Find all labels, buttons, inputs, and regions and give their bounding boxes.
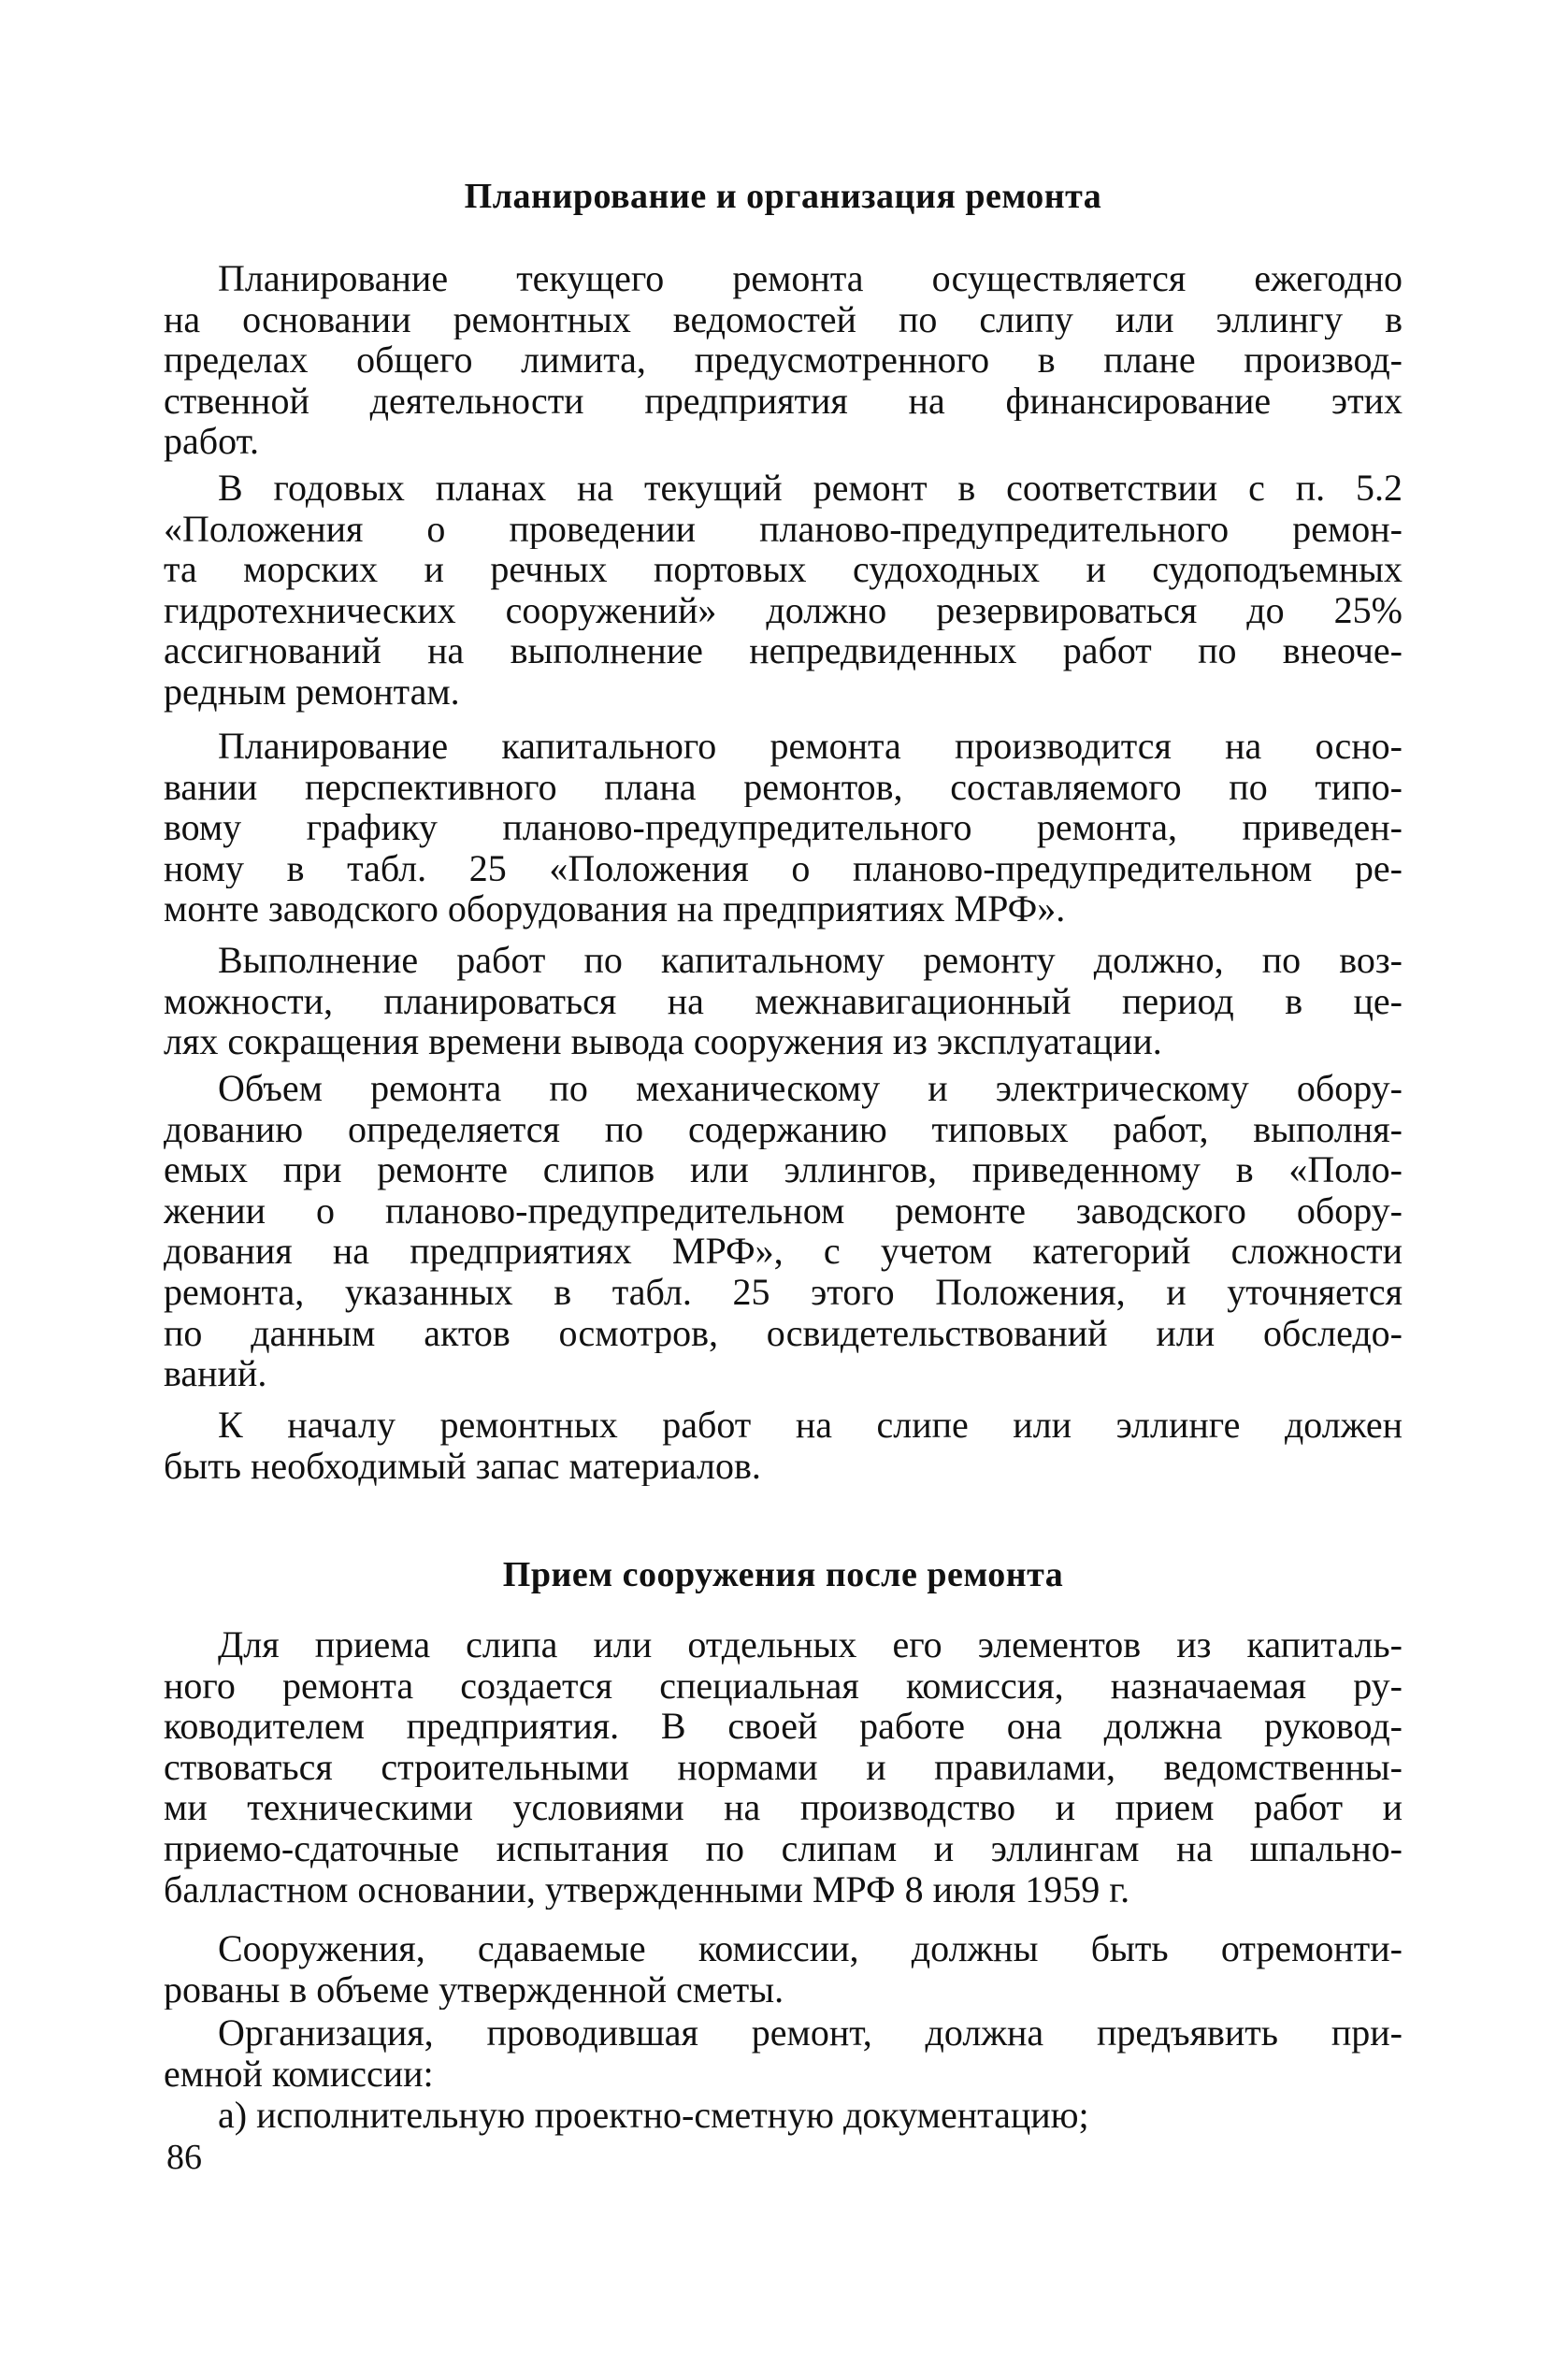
- text-line: дованию определяется по содержанию типовых работ, выполня-: [164, 1108, 1403, 1150]
- text-line: «Положения о проведении планово-предупредительного ремон-: [164, 508, 1403, 550]
- text-line: вому графику планово-предупредительного ремонта, приведен-: [164, 807, 1403, 848]
- text-line: ассигнований на выполнение непредвиденных работ по внеоче-: [164, 630, 1403, 671]
- text-line: пределах общего лимита, предусмотренного в плане производ-: [164, 339, 1403, 381]
- text-line: Сооружения, сдаваемые комиссии, должны быть отремонти-: [218, 1928, 1403, 1969]
- text-line: можности, планироваться на межнавигационный период в це-: [164, 980, 1403, 1022]
- section-heading: Планирование и организация ремонта: [464, 177, 1102, 216]
- text-line: Для приема слипа или отдельных его элементов из капиталь-: [218, 1624, 1403, 1665]
- text-line: емной комиссии:: [164, 2053, 434, 2095]
- text-line: на основании ремонтных ведомостей по слипу или эллингу в: [164, 298, 1403, 340]
- text-line: жении о планово-предупредительном ремонте заводского обору-: [164, 1189, 1403, 1232]
- text-line: быть необходимый запас материалов.: [164, 1445, 761, 1487]
- text-line: ственной деятельности предприятия на финансирование этих: [164, 380, 1403, 422]
- text-line: монте заводского оборудования на предприятиях МРФ».: [164, 888, 1066, 930]
- text-line: гидротехнических сооружений» должно резервироваться до 25%: [164, 589, 1403, 631]
- text-line: емых при ремонте слипов или эллингов, приведенному в «Поло-: [164, 1149, 1403, 1190]
- page-number: 86: [166, 2138, 202, 2177]
- text-line: по данным актов осмотров, освидетельствований или обследо-: [164, 1312, 1403, 1354]
- text-line: вании перспективного плана ремонтов, составляемого по типо-: [164, 766, 1403, 808]
- paragraph: [164, 1405, 1403, 1486]
- paragraph: [164, 726, 1403, 930]
- paragraph: [164, 1624, 1403, 1910]
- text-line: Организация, проводившая ремонт, должна предъявить при-: [218, 2012, 1403, 2054]
- text-line: Планирование текущего ремонта осуществляется ежегодно: [218, 258, 1403, 299]
- paragraph: [164, 258, 1403, 462]
- paragraph: [164, 2095, 1403, 2136]
- text-line: балластном основании, утвержденными МРФ 8 июля 1959 г.: [164, 1868, 1130, 1910]
- text-line: работ.: [164, 421, 260, 462]
- text-line: та морских и речных портовых судоходных и судоподъемных: [164, 549, 1403, 590]
- text-line: ному в табл. 25 «Положения о планово-предупредительном ре-: [164, 847, 1403, 889]
- text-line: а) исполнительную проектно-сметную документацию;: [218, 2095, 1089, 2136]
- text-line: ного ремонта создается специальная комиссия, назначаемая ру-: [164, 1665, 1403, 1707]
- text-line: Планирование капитального ремонта производится на осно-: [218, 726, 1403, 767]
- text-line: лях сокращения времени вывода сооружения из эксплуатации.: [164, 1021, 1162, 1062]
- paragraph: [164, 468, 1403, 713]
- text-line: ремонта, указанных в табл. 25 этого Положения, и уточняется: [164, 1271, 1403, 1313]
- section-heading: Прием сооружения после ремонта: [502, 1555, 1064, 1594]
- text-line: приемо-сдаточные испытания по слипам и эллингам на шпально-: [164, 1827, 1403, 1869]
- text-line: К началу ремонтных работ на слипе или эллинге должен: [218, 1405, 1403, 1446]
- paragraph: [164, 2012, 1403, 2094]
- text-line: Выполнение работ по капитальному ремонту должно, по воз-: [218, 940, 1403, 981]
- text-line: дования на предприятиях МРФ», с учетом категорий сложности: [164, 1231, 1403, 1272]
- paragraph: [164, 1068, 1403, 1394]
- text-line: ководителем предприятия. В своей работе она должна руковод-: [164, 1706, 1403, 1747]
- text-line: ми техническими условиями на производство и прием работ и: [164, 1787, 1403, 1828]
- text-line: редным ремонтам.: [164, 670, 460, 713]
- paragraph: [164, 1928, 1403, 2010]
- paragraph: [164, 940, 1403, 1062]
- text-line: В годовых планах на текущий ремонт в соответствии с п. 5.2: [218, 468, 1403, 509]
- text-line: рованы в объеме утвержденной сметы.: [164, 1968, 784, 2011]
- text-line: ствоваться строительными нормами и правилами, ведомственны-: [164, 1746, 1403, 1788]
- text-line: ваний.: [164, 1353, 267, 1394]
- text-line: Объем ремонта по механическому и электрическому обору-: [218, 1068, 1403, 1109]
